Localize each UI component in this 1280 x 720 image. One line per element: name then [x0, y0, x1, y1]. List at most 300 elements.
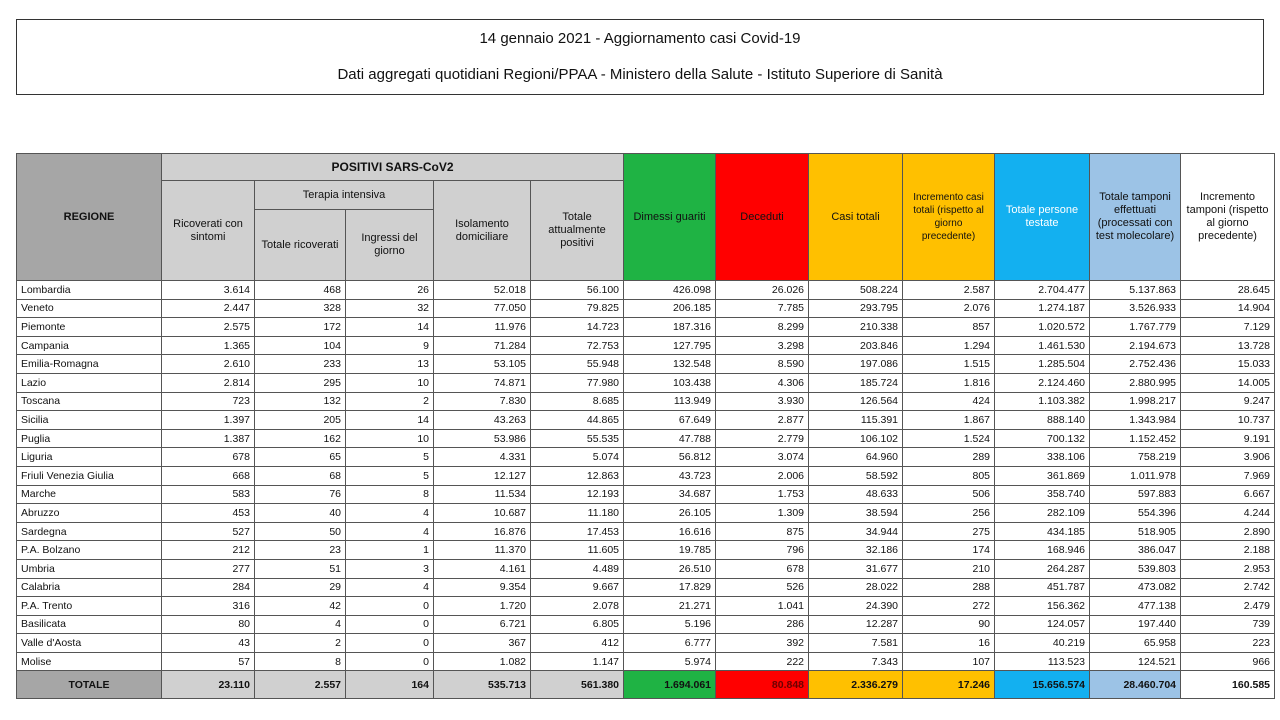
- region-name: Marche: [17, 485, 162, 504]
- cell-totale-ricoverati: 104: [255, 336, 346, 355]
- total-dimessi: 1.694.061: [624, 671, 716, 699]
- cell-totale-positivi: 14.723: [531, 318, 624, 337]
- cell-ricoverati: 57: [162, 652, 255, 671]
- cell-incremento-casi: 857: [903, 318, 995, 337]
- cell-persone-testate: 1.285.504: [995, 355, 1090, 374]
- cell-incremento-casi: 288: [903, 578, 995, 597]
- cell-ricoverati: 316: [162, 597, 255, 616]
- table-row: [17, 559, 1275, 578]
- cell-deceduti: 796: [716, 541, 809, 560]
- cell-deceduti: 3.930: [716, 392, 809, 411]
- header-terapia: Terapia intensiva: [255, 181, 434, 210]
- cell-ingressi: 4: [346, 522, 434, 541]
- cell-isolamento: 52.018: [434, 281, 531, 300]
- table-row: [17, 392, 1275, 411]
- cell-persone-testate: 113.523: [995, 652, 1090, 671]
- cell-incremento-casi: 107: [903, 652, 995, 671]
- cell-totale-positivi: 55.948: [531, 355, 624, 374]
- table-row: [17, 373, 1275, 392]
- cell-ricoverati: 678: [162, 448, 255, 467]
- table-row: [17, 578, 1275, 597]
- header-ingressi: Ingressi del giorno: [346, 210, 434, 281]
- cell-ricoverati: 1.365: [162, 336, 255, 355]
- table-row: [17, 485, 1275, 504]
- cell-deceduti: 2.006: [716, 466, 809, 485]
- region-name: Puglia: [17, 429, 162, 448]
- cell-casi-totali: 197.086: [809, 355, 903, 374]
- cell-ingressi: 4: [346, 504, 434, 523]
- cell-casi-totali: 32.186: [809, 541, 903, 560]
- cell-dimessi: 113.949: [624, 392, 716, 411]
- cell-ricoverati: 453: [162, 504, 255, 523]
- cell-dimessi: 103.438: [624, 373, 716, 392]
- cell-deceduti: 2.877: [716, 411, 809, 430]
- cell-casi-totali: 7.343: [809, 652, 903, 671]
- cell-incremento-casi: 805: [903, 466, 995, 485]
- cell-deceduti: 3.074: [716, 448, 809, 467]
- total-deceduti: 80.848: [716, 671, 809, 699]
- cell-isolamento: 12.127: [434, 466, 531, 485]
- cell-incremento-casi: 424: [903, 392, 995, 411]
- region-name: Emilia-Romagna: [17, 355, 162, 374]
- header-casi-totali: Casi totali: [809, 154, 903, 281]
- cell-ingressi: 14: [346, 411, 434, 430]
- cell-totale-ricoverati: 23: [255, 541, 346, 560]
- cell-totale-positivi: 79.825: [531, 299, 624, 318]
- cell-totale-ricoverati: 295: [255, 373, 346, 392]
- cell-persone-testate: 888.140: [995, 411, 1090, 430]
- cell-tamponi: 386.047: [1090, 541, 1181, 560]
- total-totale-ricoverati: 2.557: [255, 671, 346, 699]
- cell-isolamento: 16.876: [434, 522, 531, 541]
- cell-casi-totali: 38.594: [809, 504, 903, 523]
- table-row: [17, 355, 1275, 374]
- cell-incremento-casi: 256: [903, 504, 995, 523]
- cell-incremento-tamponi: 7.129: [1181, 318, 1275, 337]
- cell-totale-ricoverati: 51: [255, 559, 346, 578]
- cell-ricoverati: 212: [162, 541, 255, 560]
- cell-totale-ricoverati: 4: [255, 615, 346, 634]
- cell-isolamento: 74.871: [434, 373, 531, 392]
- cell-isolamento: 53.986: [434, 429, 531, 448]
- cell-incremento-tamponi: 6.667: [1181, 485, 1275, 504]
- cell-incremento-tamponi: 15.033: [1181, 355, 1275, 374]
- cell-incremento-tamponi: 10.737: [1181, 411, 1275, 430]
- cell-ingressi: 2: [346, 392, 434, 411]
- region-name: Sicilia: [17, 411, 162, 430]
- cell-ingressi: 26: [346, 281, 434, 300]
- cell-tamponi: 1.343.984: [1090, 411, 1181, 430]
- cell-incremento-tamponi: 223: [1181, 634, 1275, 653]
- region-name: Sardegna: [17, 522, 162, 541]
- cell-dimessi: 5.196: [624, 615, 716, 634]
- cell-incremento-tamponi: 2.479: [1181, 597, 1275, 616]
- cell-ingressi: 9: [346, 336, 434, 355]
- cell-totale-positivi: 72.753: [531, 336, 624, 355]
- title-box: [16, 19, 1264, 95]
- cell-totale-positivi: 12.193: [531, 485, 624, 504]
- cell-dimessi: 67.649: [624, 411, 716, 430]
- cell-ingressi: 5: [346, 466, 434, 485]
- region-name: Veneto: [17, 299, 162, 318]
- cell-ingressi: 13: [346, 355, 434, 374]
- header-incremento-tamponi: Incremento tamponi (rispetto al giorno precedente): [1181, 154, 1275, 281]
- cell-ricoverati: 2.447: [162, 299, 255, 318]
- cell-ricoverati: 668: [162, 466, 255, 485]
- region-name: Lombardia: [17, 281, 162, 300]
- region-name: Liguria: [17, 448, 162, 467]
- cell-casi-totali: 210.338: [809, 318, 903, 337]
- cell-incremento-tamponi: 2.188: [1181, 541, 1275, 560]
- cell-dimessi: 47.788: [624, 429, 716, 448]
- region-name: P.A. Trento: [17, 597, 162, 616]
- table-row: [17, 318, 1275, 337]
- cell-incremento-casi: 2.587: [903, 281, 995, 300]
- cell-persone-testate: 1.103.382: [995, 392, 1090, 411]
- cell-persone-testate: 700.132: [995, 429, 1090, 448]
- cell-dimessi: 6.777: [624, 634, 716, 653]
- cell-totale-ricoverati: 205: [255, 411, 346, 430]
- cell-ingressi: 1: [346, 541, 434, 560]
- cell-persone-testate: 168.946: [995, 541, 1090, 560]
- cell-deceduti: 1.753: [716, 485, 809, 504]
- cell-incremento-tamponi: 2.742: [1181, 578, 1275, 597]
- cell-ricoverati: 1.397: [162, 411, 255, 430]
- cell-persone-testate: 1.020.572: [995, 318, 1090, 337]
- cell-isolamento: 11.976: [434, 318, 531, 337]
- total-casi-totali: 2.336.279: [809, 671, 903, 699]
- cell-totale-positivi: 412: [531, 634, 624, 653]
- cell-casi-totali: 58.592: [809, 466, 903, 485]
- cell-totale-ricoverati: 42: [255, 597, 346, 616]
- region-name: Basilicata: [17, 615, 162, 634]
- cell-totale-ricoverati: 468: [255, 281, 346, 300]
- cell-tamponi: 518.905: [1090, 522, 1181, 541]
- cell-incremento-casi: 1.515: [903, 355, 995, 374]
- region-name: P.A. Bolzano: [17, 541, 162, 560]
- cell-deceduti: 4.306: [716, 373, 809, 392]
- region-name: Friuli Venezia Giulia: [17, 466, 162, 485]
- cell-deceduti: 8.299: [716, 318, 809, 337]
- cell-tamponi: 5.137.863: [1090, 281, 1181, 300]
- cell-casi-totali: 185.724: [809, 373, 903, 392]
- header-ricoverati: Ricoverati con sintomi: [162, 181, 255, 281]
- cell-totale-ricoverati: 8: [255, 652, 346, 671]
- cell-incremento-tamponi: 14.904: [1181, 299, 1275, 318]
- cell-deceduti: 222: [716, 652, 809, 671]
- cell-isolamento: 1.082: [434, 652, 531, 671]
- total-ingressi: 164: [346, 671, 434, 699]
- cell-incremento-casi: 275: [903, 522, 995, 541]
- cell-dimessi: 26.510: [624, 559, 716, 578]
- cell-isolamento: 4.331: [434, 448, 531, 467]
- cell-ingressi: 32: [346, 299, 434, 318]
- cell-dimessi: 16.616: [624, 522, 716, 541]
- cell-incremento-tamponi: 2.890: [1181, 522, 1275, 541]
- cell-totale-positivi: 77.980: [531, 373, 624, 392]
- cell-incremento-tamponi: 3.906: [1181, 448, 1275, 467]
- header-isolamento: Isolamento domiciliare: [434, 181, 531, 281]
- cell-totale-positivi: 11.605: [531, 541, 624, 560]
- cell-casi-totali: 7.581: [809, 634, 903, 653]
- cell-totale-positivi: 12.863: [531, 466, 624, 485]
- cell-isolamento: 6.721: [434, 615, 531, 634]
- cell-ingressi: 0: [346, 652, 434, 671]
- cell-tamponi: 539.803: [1090, 559, 1181, 578]
- cell-totale-ricoverati: 172: [255, 318, 346, 337]
- total-tamponi: 28.460.704: [1090, 671, 1181, 699]
- total-ricoverati: 23.110: [162, 671, 255, 699]
- cell-tamponi: 197.440: [1090, 615, 1181, 634]
- header-regione: REGIONE: [17, 154, 162, 281]
- cell-persone-testate: 40.219: [995, 634, 1090, 653]
- covid-table: [16, 153, 1275, 699]
- cell-totale-positivi: 2.078: [531, 597, 624, 616]
- cell-incremento-casi: 1.524: [903, 429, 995, 448]
- cell-casi-totali: 203.846: [809, 336, 903, 355]
- cell-tamponi: 477.138: [1090, 597, 1181, 616]
- cell-ricoverati: 43: [162, 634, 255, 653]
- cell-persone-testate: 124.057: [995, 615, 1090, 634]
- region-name: Molise: [17, 652, 162, 671]
- cell-ingressi: 0: [346, 615, 434, 634]
- cell-tamponi: 2.194.673: [1090, 336, 1181, 355]
- header-incremento-casi: Incremento casi totali (rispetto al giorno precedente): [903, 154, 995, 281]
- page-title: 14 gennaio 2021 - Aggiornamento casi Covid-19: [479, 30, 801, 47]
- total-incremento-tamponi: 160.585: [1181, 671, 1275, 699]
- cell-ricoverati: 2.814: [162, 373, 255, 392]
- cell-tamponi: 65.958: [1090, 634, 1181, 653]
- cell-totale-ricoverati: 65: [255, 448, 346, 467]
- cell-isolamento: 43.263: [434, 411, 531, 430]
- cell-tamponi: 554.396: [1090, 504, 1181, 523]
- cell-isolamento: 1.720: [434, 597, 531, 616]
- cell-ingressi: 0: [346, 634, 434, 653]
- cell-persone-testate: 264.287: [995, 559, 1090, 578]
- cell-incremento-casi: 210: [903, 559, 995, 578]
- cell-ricoverati: 2.575: [162, 318, 255, 337]
- cell-deceduti: 875: [716, 522, 809, 541]
- cell-totale-positivi: 4.489: [531, 559, 624, 578]
- cell-dimessi: 187.316: [624, 318, 716, 337]
- header-tamponi: Totale tamponi effettuati (processati con test molecolare): [1090, 154, 1181, 281]
- cell-ingressi: 4: [346, 578, 434, 597]
- cell-persone-testate: 361.869: [995, 466, 1090, 485]
- cell-deceduti: 3.298: [716, 336, 809, 355]
- cell-tamponi: 758.219: [1090, 448, 1181, 467]
- cell-ingressi: 3: [346, 559, 434, 578]
- cell-incremento-casi: 16: [903, 634, 995, 653]
- cell-dimessi: 34.687: [624, 485, 716, 504]
- cell-isolamento: 53.105: [434, 355, 531, 374]
- cell-totale-ricoverati: 2: [255, 634, 346, 653]
- cell-ricoverati: 723: [162, 392, 255, 411]
- cell-deceduti: 286: [716, 615, 809, 634]
- cell-incremento-tamponi: 2.953: [1181, 559, 1275, 578]
- cell-dimessi: 127.795: [624, 336, 716, 355]
- table-row: [17, 466, 1275, 485]
- cell-persone-testate: 1.274.187: [995, 299, 1090, 318]
- total-persone-testate: 15.656.574: [995, 671, 1090, 699]
- cell-isolamento: 71.284: [434, 336, 531, 355]
- cell-totale-positivi: 9.667: [531, 578, 624, 597]
- region-name: Calabria: [17, 578, 162, 597]
- cell-ricoverati: 2.610: [162, 355, 255, 374]
- cell-incremento-tamponi: 14.005: [1181, 373, 1275, 392]
- region-name: Abruzzo: [17, 504, 162, 523]
- cell-isolamento: 367: [434, 634, 531, 653]
- cell-totale-ricoverati: 328: [255, 299, 346, 318]
- cell-totale-positivi: 8.685: [531, 392, 624, 411]
- cell-tamponi: 3.526.933: [1090, 299, 1181, 318]
- cell-incremento-tamponi: 9.247: [1181, 392, 1275, 411]
- header-positivi: POSITIVI SARS-CoV2: [162, 154, 624, 181]
- cell-deceduti: 392: [716, 634, 809, 653]
- cell-casi-totali: 508.224: [809, 281, 903, 300]
- cell-totale-positivi: 44.865: [531, 411, 624, 430]
- cell-incremento-casi: 2.076: [903, 299, 995, 318]
- cell-totale-ricoverati: 50: [255, 522, 346, 541]
- cell-totale-ricoverati: 76: [255, 485, 346, 504]
- cell-incremento-tamponi: 966: [1181, 652, 1275, 671]
- cell-totale-positivi: 55.535: [531, 429, 624, 448]
- cell-isolamento: 7.830: [434, 392, 531, 411]
- table-row: [17, 615, 1275, 634]
- region-name: Piemonte: [17, 318, 162, 337]
- cell-ricoverati: 284: [162, 578, 255, 597]
- cell-persone-testate: 338.106: [995, 448, 1090, 467]
- table-row: [17, 281, 1275, 300]
- cell-ingressi: 5: [346, 448, 434, 467]
- cell-persone-testate: 358.740: [995, 485, 1090, 504]
- cell-incremento-casi: 1.816: [903, 373, 995, 392]
- cell-tamponi: 124.521: [1090, 652, 1181, 671]
- cell-isolamento: 9.354: [434, 578, 531, 597]
- cell-dimessi: 43.723: [624, 466, 716, 485]
- cell-persone-testate: 2.704.477: [995, 281, 1090, 300]
- region-name: Toscana: [17, 392, 162, 411]
- cell-totale-ricoverati: 68: [255, 466, 346, 485]
- table-row: [17, 429, 1275, 448]
- cell-tamponi: 1.767.779: [1090, 318, 1181, 337]
- cell-tamponi: 597.883: [1090, 485, 1181, 504]
- table-row: [17, 336, 1275, 355]
- cell-casi-totali: 126.564: [809, 392, 903, 411]
- cell-incremento-casi: 174: [903, 541, 995, 560]
- region-name: Campania: [17, 336, 162, 355]
- cell-dimessi: 21.271: [624, 597, 716, 616]
- table-row: [17, 652, 1275, 671]
- cell-deceduti: 7.785: [716, 299, 809, 318]
- cell-deceduti: 526: [716, 578, 809, 597]
- total-row: [17, 671, 1275, 699]
- cell-tamponi: 1.152.452: [1090, 429, 1181, 448]
- cell-casi-totali: 48.633: [809, 485, 903, 504]
- cell-ingressi: 10: [346, 429, 434, 448]
- cell-ricoverati: 1.387: [162, 429, 255, 448]
- cell-deceduti: 2.779: [716, 429, 809, 448]
- header-deceduti: Deceduti: [716, 154, 809, 281]
- cell-dimessi: 26.105: [624, 504, 716, 523]
- cell-casi-totali: 106.102: [809, 429, 903, 448]
- total-label: TOTALE: [17, 671, 162, 699]
- cell-totale-positivi: 1.147: [531, 652, 624, 671]
- cell-totale-positivi: 5.074: [531, 448, 624, 467]
- table-row: [17, 634, 1275, 653]
- cell-incremento-casi: 506: [903, 485, 995, 504]
- cell-ingressi: 14: [346, 318, 434, 337]
- table-row: [17, 522, 1275, 541]
- region-name: Valle d'Aosta: [17, 634, 162, 653]
- total-isolamento: 535.713: [434, 671, 531, 699]
- cell-casi-totali: 115.391: [809, 411, 903, 430]
- cell-ingressi: 8: [346, 485, 434, 504]
- header-persone-testate: Totale persone testate: [995, 154, 1090, 281]
- cell-ingressi: 0: [346, 597, 434, 616]
- cell-tamponi: 2.880.995: [1090, 373, 1181, 392]
- cell-ingressi: 10: [346, 373, 434, 392]
- cell-incremento-tamponi: 739: [1181, 615, 1275, 634]
- cell-casi-totali: 293.795: [809, 299, 903, 318]
- cell-persone-testate: 2.124.460: [995, 373, 1090, 392]
- cell-dimessi: 5.974: [624, 652, 716, 671]
- cell-casi-totali: 31.677: [809, 559, 903, 578]
- cell-totale-positivi: 17.453: [531, 522, 624, 541]
- table-row: [17, 541, 1275, 560]
- cell-incremento-casi: 1.867: [903, 411, 995, 430]
- table-row: [17, 597, 1275, 616]
- table-row: [17, 411, 1275, 430]
- cell-incremento-casi: 289: [903, 448, 995, 467]
- cell-incremento-tamponi: 4.244: [1181, 504, 1275, 523]
- cell-dimessi: 56.812: [624, 448, 716, 467]
- cell-totale-positivi: 56.100: [531, 281, 624, 300]
- cell-deceduti: 1.309: [716, 504, 809, 523]
- cell-totale-ricoverati: 132: [255, 392, 346, 411]
- cell-incremento-tamponi: 13.728: [1181, 336, 1275, 355]
- cell-tamponi: 473.082: [1090, 578, 1181, 597]
- cell-totale-ricoverati: 40: [255, 504, 346, 523]
- cell-deceduti: 26.026: [716, 281, 809, 300]
- table-row: [17, 448, 1275, 467]
- total-totale-positivi: 561.380: [531, 671, 624, 699]
- cell-isolamento: 11.534: [434, 485, 531, 504]
- cell-totale-ricoverati: 233: [255, 355, 346, 374]
- cell-totale-ricoverati: 29: [255, 578, 346, 597]
- cell-totale-ricoverati: 162: [255, 429, 346, 448]
- cell-tamponi: 1.998.217: [1090, 392, 1181, 411]
- cell-dimessi: 17.829: [624, 578, 716, 597]
- cell-casi-totali: 28.022: [809, 578, 903, 597]
- cell-deceduti: 1.041: [716, 597, 809, 616]
- cell-dimessi: 19.785: [624, 541, 716, 560]
- cell-isolamento: 10.687: [434, 504, 531, 523]
- cell-casi-totali: 24.390: [809, 597, 903, 616]
- cell-dimessi: 132.548: [624, 355, 716, 374]
- cell-persone-testate: 451.787: [995, 578, 1090, 597]
- header-totale-ricoverati: Totale ricoverati: [255, 210, 346, 281]
- cell-persone-testate: 1.461.530: [995, 336, 1090, 355]
- page-subtitle: Dati aggregati quotidiani Regioni/PPAA - Ministero della Salute - Istituto Superiore di Sanità: [337, 66, 943, 83]
- cell-casi-totali: 12.287: [809, 615, 903, 634]
- cell-ricoverati: 277: [162, 559, 255, 578]
- cell-incremento-tamponi: 9.191: [1181, 429, 1275, 448]
- cell-incremento-tamponi: 7.969: [1181, 466, 1275, 485]
- cell-totale-positivi: 6.805: [531, 615, 624, 634]
- cell-isolamento: 11.370: [434, 541, 531, 560]
- cell-persone-testate: 156.362: [995, 597, 1090, 616]
- cell-casi-totali: 64.960: [809, 448, 903, 467]
